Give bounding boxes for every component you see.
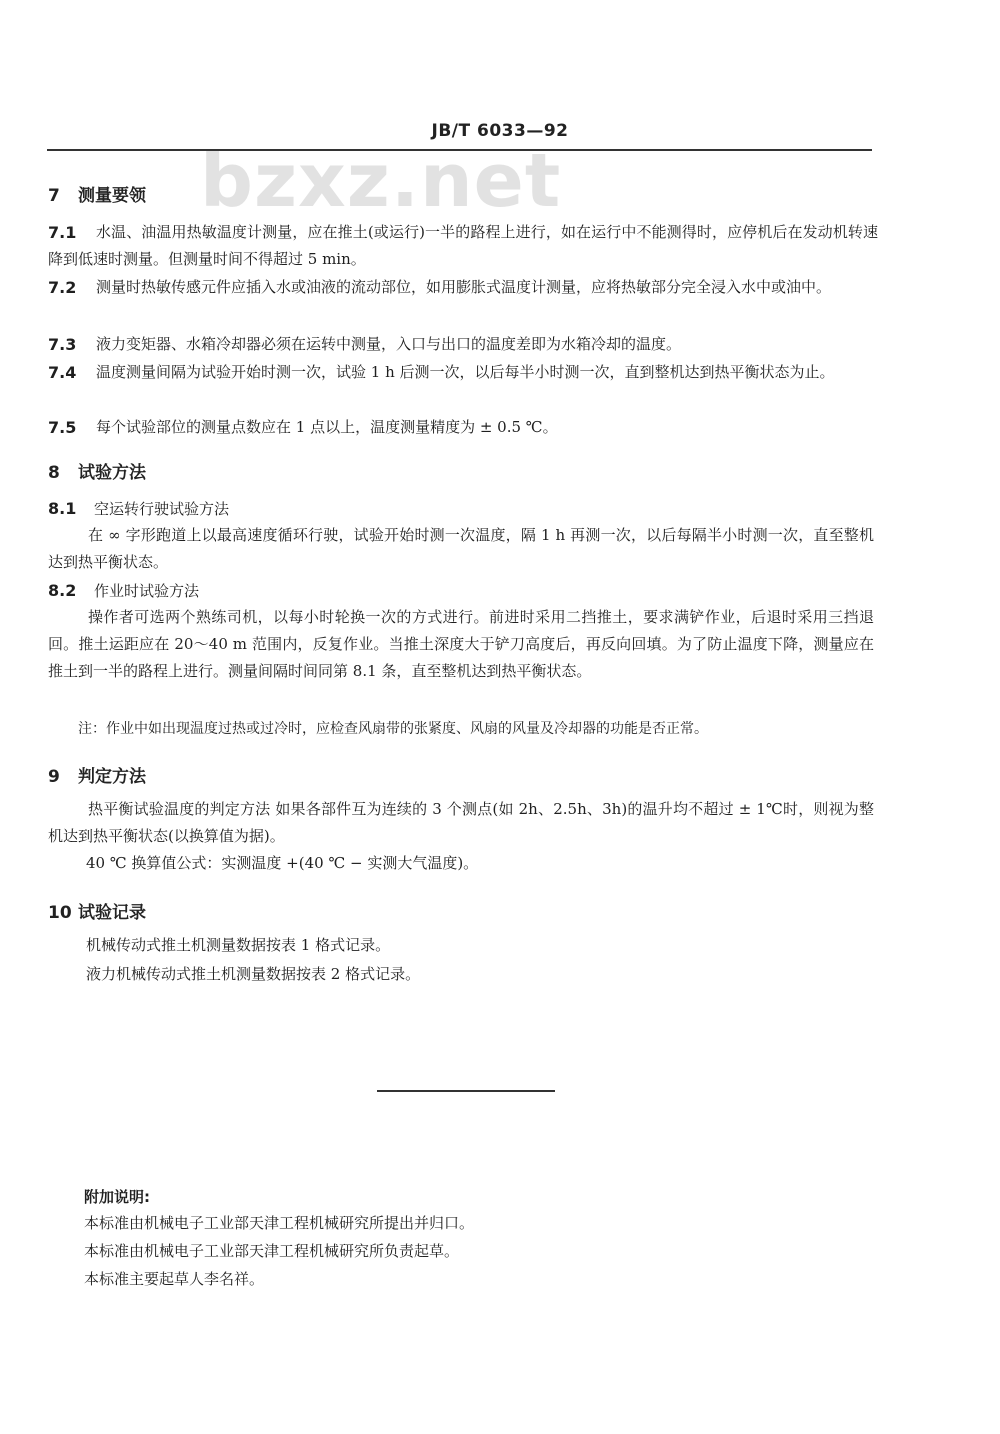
clause-number: 7.4 xyxy=(48,363,77,382)
clause-number: 7.1 xyxy=(48,223,77,242)
section-number: 10 xyxy=(48,903,72,923)
clause-text: 温度测量间隔为试验开始时测一次，试验 1 h 后测一次，以后每半小时测一次，直到整机达到热平衡状态为止。 xyxy=(96,363,835,381)
subsection-8-2-paragraph: 操作者可选两个熟练司机，以每小时轮换一次的方式进行。前进时采用二挡推土，要求满铲作业，后退时采用三挡退回。推土运距应在 20～40 m 范围内，反复作业。当推土深度大于铲刀高度后，再反向回填。为了防止温度下降，测量应在推土到一半的路程上进行。测量间隔时间同第 8.1 条，直至整机达到热平衡状态。 xyxy=(48,608,874,680)
clause-text: 测量时热敏传感元件应插入水或油液的流动部位，如用膨胀式温度计测量，应将热敏部分完全浸入水中或油中。 xyxy=(96,278,832,296)
subsection-8-1-heading xyxy=(48,498,229,519)
section-title: 测量要领 xyxy=(78,186,146,206)
section-number: 8 xyxy=(48,463,60,483)
subsection-number: 8.2 xyxy=(48,581,77,600)
subsection-title: 空运转行驶试验方法 xyxy=(94,500,230,518)
clause-7-3 xyxy=(48,331,878,358)
section-9-paragraph: 热平衡试验温度的判定方法 如果各部件互为连续的 3 个测点(如 2h、2.5h、3h)的温升均不超过 ± 1℃时，则视为整机达到热平衡状态(以换算值为据)。 xyxy=(48,800,874,845)
clause-text: 液力变矩器、水箱冷却器必须在运转中测量，入口与出口的温度差即为水箱冷却的温度。 xyxy=(96,335,682,353)
subsection-title: 作业时试验方法 xyxy=(94,582,200,600)
clause-7-2 xyxy=(48,274,878,301)
appendix-line-1: 本标准由机械电子工业部天津工程机械研究所提出并归口。 xyxy=(84,1214,475,1232)
subsection-number: 8.1 xyxy=(48,499,77,518)
clause-number: 7.2 xyxy=(48,278,77,297)
section-8-heading xyxy=(48,458,146,483)
clause-7-4 xyxy=(48,359,878,386)
section-10-heading xyxy=(48,898,146,923)
clause-text: 水温、油温用热敏温度计测量，应在推土(或运行)一半的路程上进行，如在运行中不能测得时，应停机后在发动机转速降到低速时测量。但测量时间不得超过 5 min。 xyxy=(48,223,878,268)
subsection-8-1-paragraph: 在 ∞ 字形跑道上以最高速度循环行驶，试验开始时测一次温度，隔 1 h 再测一次，以后每隔半小时测一次，直至整机达到热平衡状态。 xyxy=(48,526,874,571)
section-title: 试验方法 xyxy=(78,463,146,483)
note-text: 注：作业中如出现温度过热或过冷时，应检查风扇带的张紧度、风扇的风量及冷却器的功能是否正常。 xyxy=(78,721,708,737)
record-line-1: 机械传动式推土机测量数据按表 1 格式记录。 xyxy=(86,936,391,954)
watermark: bzxz.net xyxy=(200,138,562,224)
section-7-heading xyxy=(48,181,146,206)
conversion-formula: 40 ℃ 换算值公式：实测温度 +(40 ℃ − 实测大气温度)。 xyxy=(86,854,479,872)
document-code-header: JB/T 6033—92 xyxy=(431,121,569,141)
appendix-line-2: 本标准由机械电子工业部天津工程机械研究所负责起草。 xyxy=(84,1242,460,1260)
clause-number: 7.5 xyxy=(48,418,77,437)
clause-text: 每个试验部位的测量点数应在 1 点以上，温度测量精度为 ± 0.5 ℃。 xyxy=(96,418,558,436)
appendix-title: 附加说明: xyxy=(84,1188,150,1206)
end-rule xyxy=(377,1090,555,1092)
clause-7-1 xyxy=(48,219,878,273)
clause-7-5 xyxy=(48,414,878,441)
clause-number: 7.3 xyxy=(48,335,77,354)
appendix-line-3: 本标准主要起草人李名祥。 xyxy=(84,1270,265,1288)
section-number: 9 xyxy=(48,767,60,787)
subsection-8-2-heading xyxy=(48,580,199,601)
section-9-heading xyxy=(48,762,146,787)
section-title: 判定方法 xyxy=(78,767,146,787)
section-title: 试验记录 xyxy=(78,903,146,923)
section-number: 7 xyxy=(48,186,60,206)
record-line-2: 液力机械传动式推土机测量数据按表 2 格式记录。 xyxy=(86,965,421,983)
header-rule xyxy=(47,149,872,151)
